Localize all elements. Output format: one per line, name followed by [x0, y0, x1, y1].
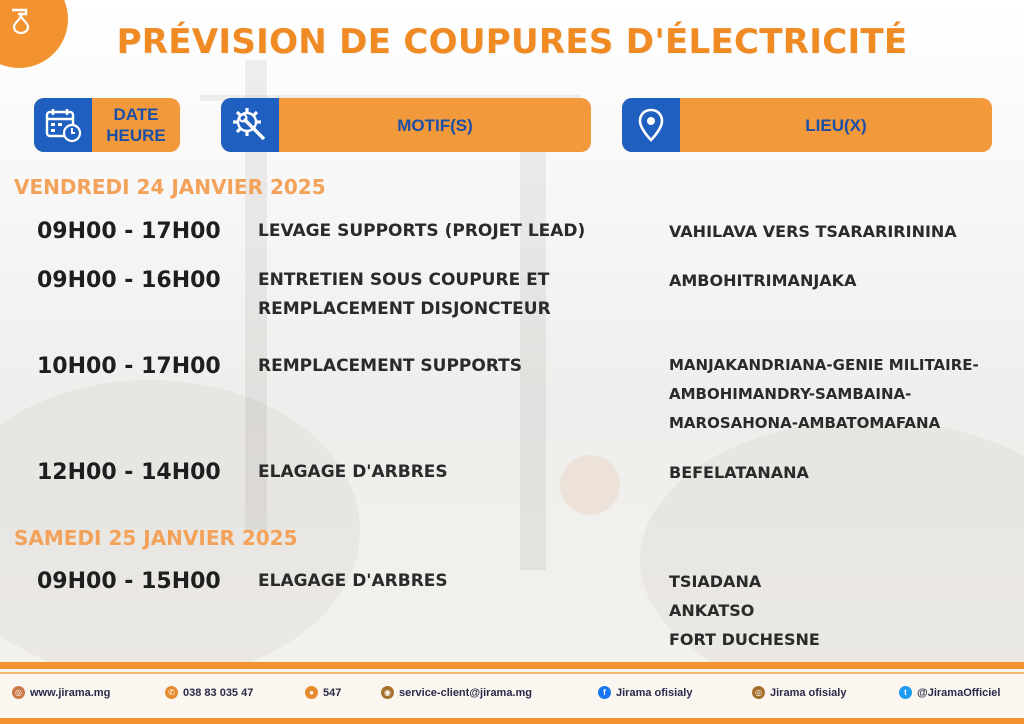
- gear-wrench-icon: [221, 98, 279, 152]
- day-heading: VENDREDI 24 JANVIER 2025: [14, 175, 326, 199]
- outage-lieu: BEFELATANANA: [669, 463, 809, 482]
- outage-lieu: AMBOHITRIMANJAKA: [669, 271, 857, 290]
- headset-icon: ◉: [381, 686, 394, 699]
- date-heure-header: [34, 98, 180, 152]
- footer-phone[interactable]: ✆ 038 83 035 47: [165, 686, 253, 699]
- outage-motif: ELAGAGE D'ARBRES: [258, 462, 448, 482]
- page-title: PRÉVISION DE COUPURES D'ÉLECTRICITÉ: [116, 22, 908, 62]
- motif-label: MOTIF(S): [397, 115, 473, 135]
- footer-facebook[interactable]: f Jirama ofisialy: [598, 686, 692, 699]
- outage-lieu: VAHILAVA VERS TSARARIRININA: [669, 222, 957, 241]
- footer-email[interactable]: ◉ service-client@jirama.mg: [381, 686, 532, 699]
- twitter-icon: t: [899, 686, 912, 699]
- outage-lieu: TSIADANA ANKATSO FORT DUCHESNE: [669, 572, 820, 649]
- phone-icon: ✆: [165, 686, 178, 699]
- outage-time: 09H00 - 17H00: [37, 219, 221, 244]
- outage-time: 09H00 - 16H00: [37, 268, 221, 293]
- outage-time: 09H00 - 15H00: [37, 569, 221, 594]
- outage-time: 10H00 - 17H00: [37, 354, 221, 379]
- outage-motif: ENTRETIEN SOUS COUPURE ET REMPLACEMENT DISJONCTEUR: [258, 270, 551, 319]
- date-heure-label: DATE HEURE: [106, 105, 166, 145]
- footer-instagram[interactable]: ◎ Jirama ofisialy: [752, 686, 846, 699]
- footer-short-number[interactable]: ● 547: [305, 686, 341, 699]
- day-heading: SAMEDI 25 JANVIER 2025: [14, 526, 298, 550]
- footer-twitter[interactable]: t @JiramaOfficiel: [899, 686, 1000, 699]
- outage-time: 12H00 - 14H00: [37, 460, 221, 485]
- footer-stripe: [0, 662, 1024, 669]
- footer-website[interactable]: ◎ www.jirama.mg: [12, 686, 110, 699]
- location-pin-icon: [622, 98, 680, 152]
- instagram-icon: ◎: [752, 686, 765, 699]
- facebook-icon: f: [598, 686, 611, 699]
- motif-header: [221, 98, 591, 152]
- lieu-label: LIEU(X): [805, 115, 867, 135]
- footer-stripe: [0, 672, 1024, 674]
- outage-motif: LEVAGE SUPPORTS (PROJET LEAD): [258, 221, 586, 241]
- lieu-header: [622, 98, 992, 152]
- calendar-clock-icon: [34, 98, 92, 152]
- hand-icon: ●: [305, 686, 318, 699]
- outage-lieu: MANJAKANDRIANA-GENIE MILITAIRE- AMBOHIMANDRY-SAMBAINA- MAROSAHONA-AMBATOMAFANA: [669, 356, 979, 432]
- footer-stripe: [0, 718, 1024, 724]
- outage-motif: ELAGAGE D'ARBRES: [258, 571, 448, 591]
- footer-bar: [0, 662, 1024, 724]
- globe-icon: ◎: [12, 686, 25, 699]
- outage-motif: REMPLACEMENT SUPPORTS: [258, 356, 523, 376]
